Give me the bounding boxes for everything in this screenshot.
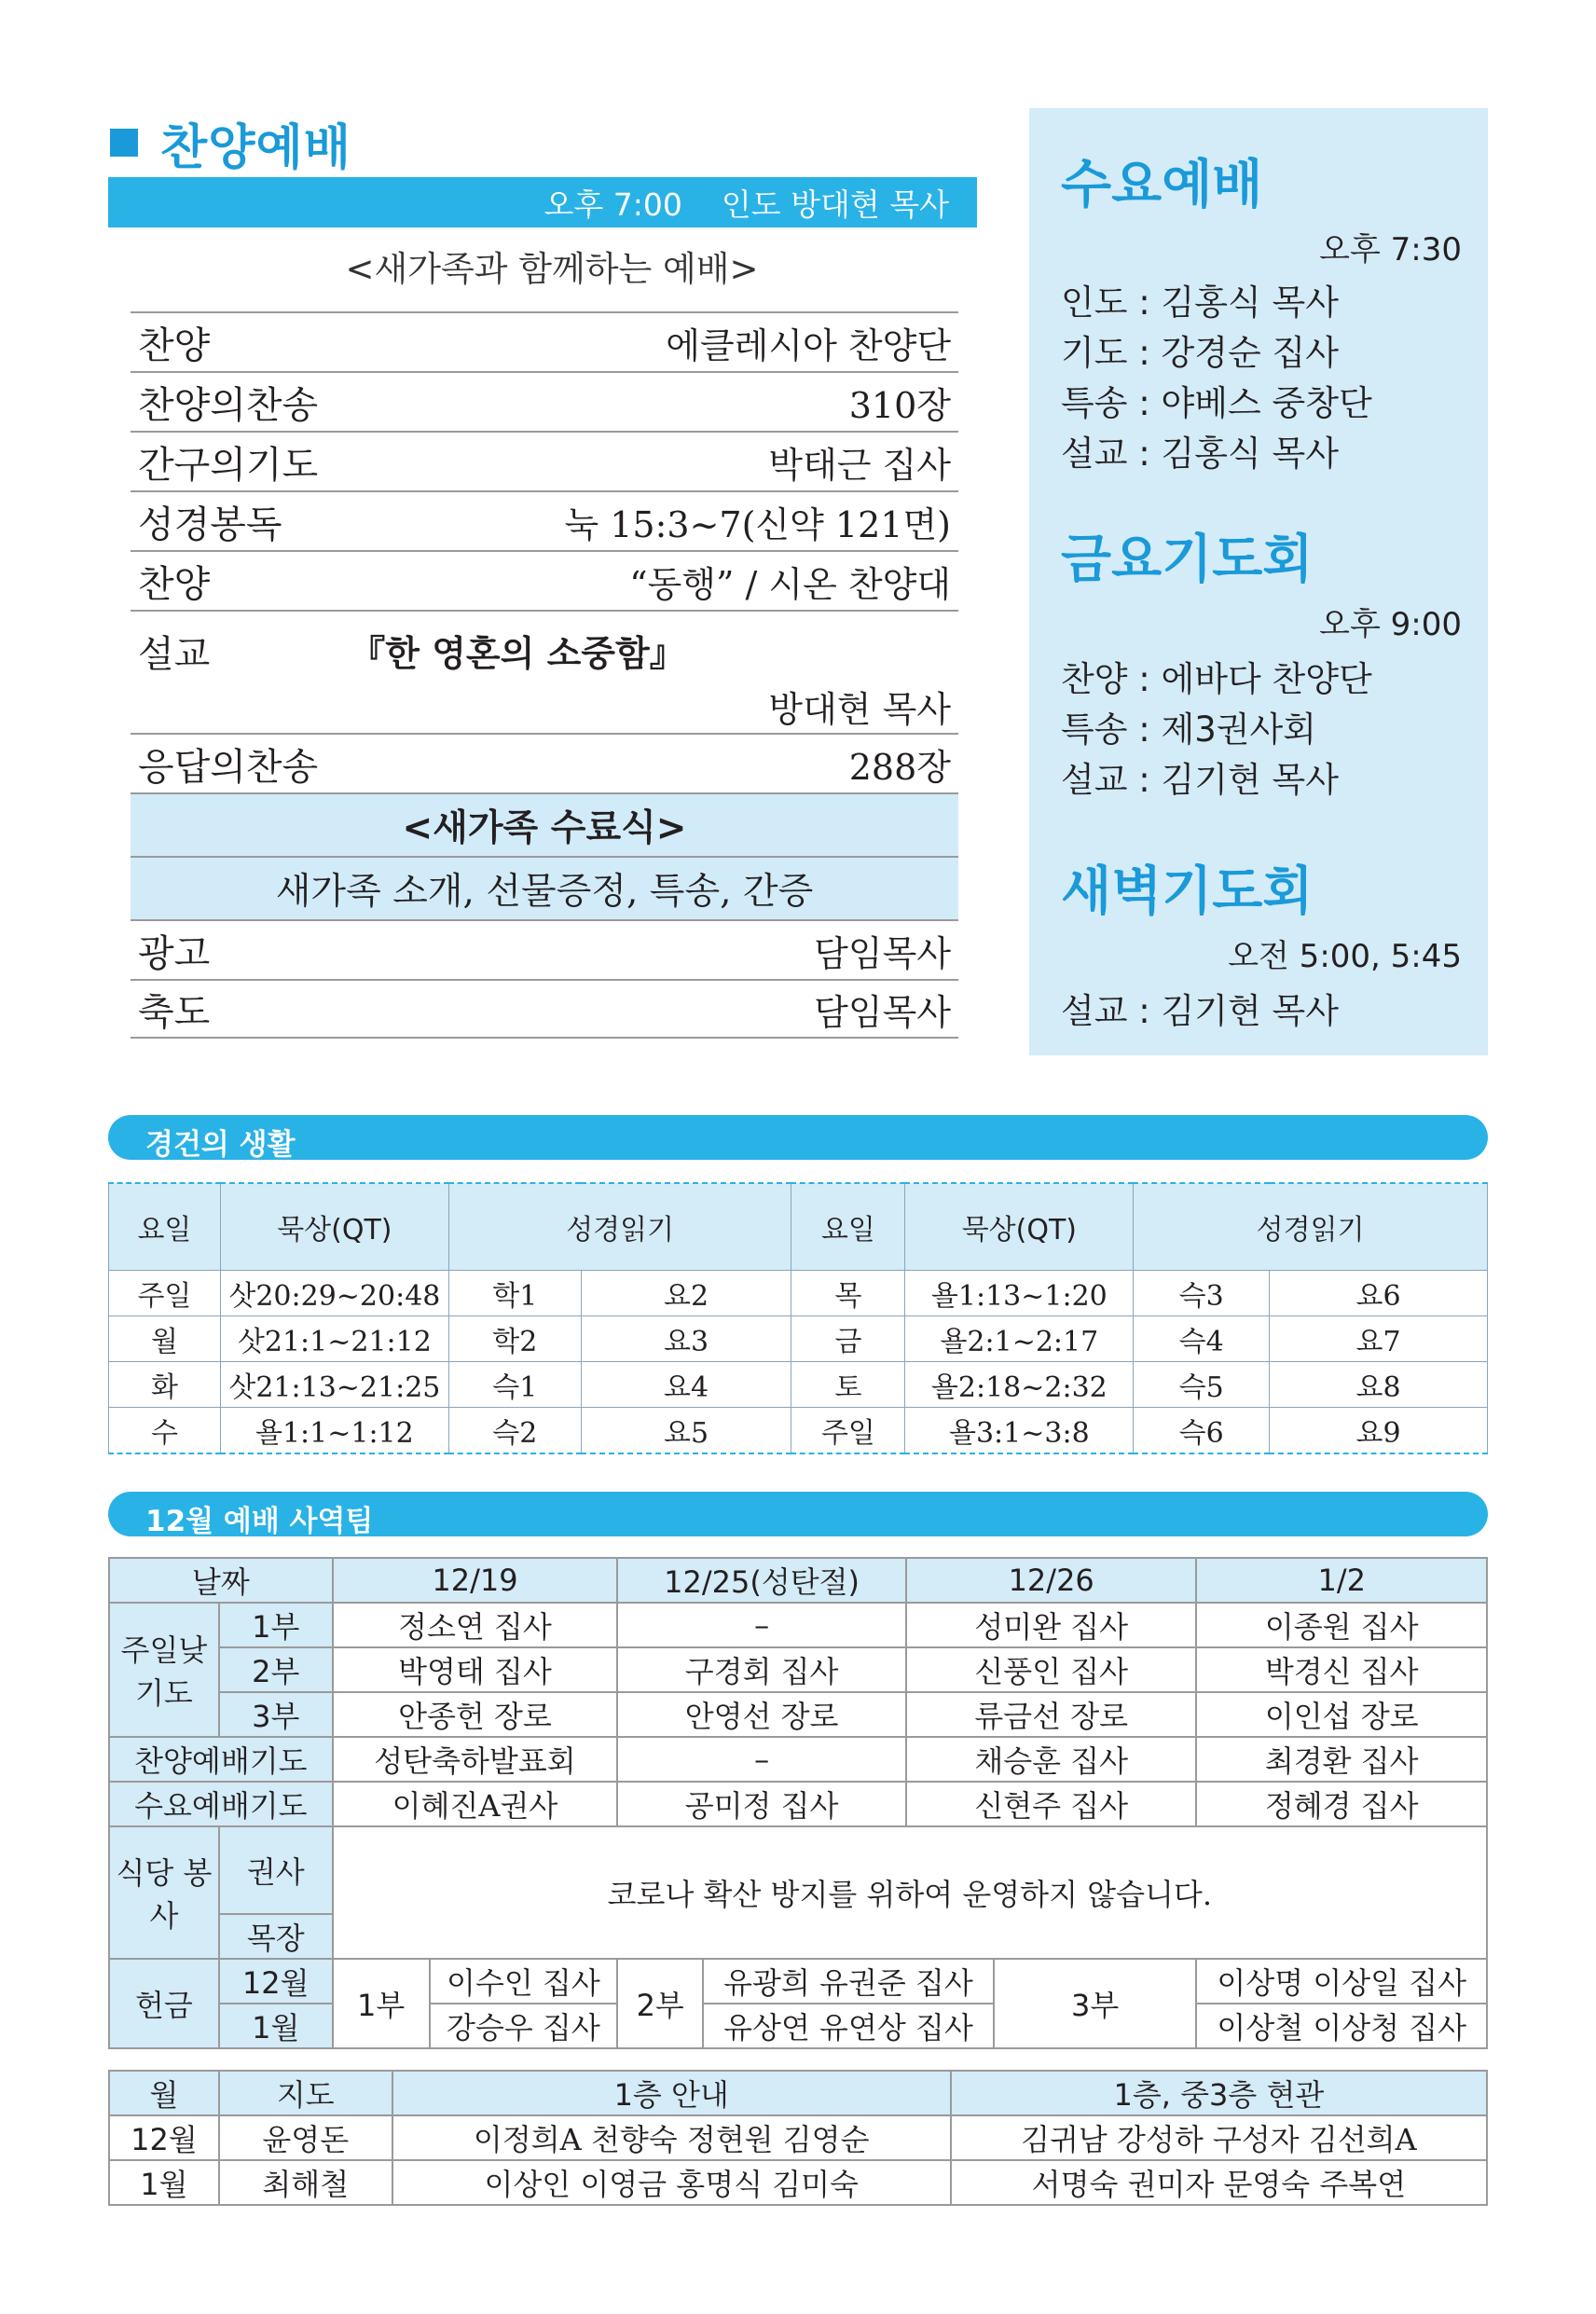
cell: 류금선 장로 xyxy=(906,1692,1197,1737)
ministry-team-table xyxy=(108,1557,1488,2049)
cell: 최해철 xyxy=(219,2160,392,2205)
cell: 이상철 이상청 집사 xyxy=(1196,2004,1487,2048)
cell: 박영태 집사 xyxy=(333,1647,618,1692)
fri-item: 찬양 : 에바다 찬양단 xyxy=(1061,659,1372,699)
service-subtitle: <새가족과 함께하는 예배> xyxy=(345,249,759,289)
cell: 12월 xyxy=(109,2115,219,2160)
cell: 1월 xyxy=(109,2160,219,2205)
cell: 주일 xyxy=(109,1271,221,1316)
date: 12/19 xyxy=(333,1558,618,1603)
weekday-services-panel xyxy=(1029,108,1488,1055)
program-value: 박태근 집사 xyxy=(768,444,951,486)
cell: 욜2:1~2:17 xyxy=(905,1316,1134,1362)
newcomer-band-title: <새가족 수료식> xyxy=(131,792,958,856)
wed-item: 인도 : 김홍식 목사 xyxy=(1061,282,1339,323)
cell: 요8 xyxy=(1270,1362,1488,1408)
table-row xyxy=(109,1959,1487,2004)
cell: 강승우 집사 xyxy=(430,2004,618,2048)
program-row xyxy=(131,550,958,610)
guide-table xyxy=(108,2070,1488,2206)
cell: 신현주 집사 xyxy=(906,1782,1197,1826)
header-qt: 묵상(QT) xyxy=(220,1183,448,1271)
cell: 이인섭 장로 xyxy=(1196,1692,1487,1737)
cell: 요4 xyxy=(581,1362,791,1408)
fri-item: 특송 : 제3권사회 xyxy=(1061,709,1316,750)
cell: 구경회 집사 xyxy=(617,1647,906,1692)
team-header-bar xyxy=(108,1492,1488,1536)
team-title: 12월 예배 사역팀 xyxy=(145,1505,374,1538)
part-label: 3부 xyxy=(219,1692,333,1737)
wed-title: 수요예배 xyxy=(1061,155,1263,215)
cell: 서명숙 권미자 문영숙 주복연 xyxy=(951,2160,1487,2205)
header-leader: 지도 xyxy=(219,2071,392,2115)
cafeteria-note: 코로나 확산 방지를 위하여 운영하지 않습니다. xyxy=(333,1826,1487,1959)
program-row xyxy=(131,979,958,1039)
header-day: 요일 xyxy=(791,1183,905,1271)
cell: 신풍인 집사 xyxy=(906,1647,1197,1692)
sermon-label: 설교 xyxy=(138,633,211,676)
cell: 성미완 집사 xyxy=(906,1603,1197,1647)
square-bullet-icon xyxy=(110,129,138,157)
cafeteria-row-label: 목장 xyxy=(219,1914,333,1959)
sermon-title: 『한 영혼의 소중함』 xyxy=(350,633,685,674)
cell: 욜1:13~1:20 xyxy=(905,1271,1134,1316)
program-value: 288장 xyxy=(848,746,951,788)
table-row xyxy=(109,2115,1487,2160)
cell: 슥1 xyxy=(448,1362,581,1408)
cell: 유상연 유연상 집사 xyxy=(703,2004,994,2048)
header-day: 요일 xyxy=(109,1183,221,1271)
table-row xyxy=(109,1362,1488,1408)
fri-title: 금요기도회 xyxy=(1061,530,1314,590)
wed-item: 기도 : 강경순 집사 xyxy=(1061,333,1339,373)
part-label: 1부 xyxy=(219,1603,333,1647)
header-qt: 묵상(QT) xyxy=(905,1183,1134,1271)
program-label: 축도 xyxy=(138,990,211,1034)
dawn-time: 오전 5:00, 5:45 xyxy=(1228,938,1462,975)
cell: – xyxy=(617,1737,906,1782)
devotion-table xyxy=(108,1182,1488,1454)
cell: 요2 xyxy=(581,1271,791,1316)
cell: 이수인 집사 xyxy=(430,1959,618,2004)
program-label: 찬양의찬송 xyxy=(138,383,319,427)
cell: 정혜경 집사 xyxy=(1196,1782,1487,1826)
wed-time: 오후 7:30 xyxy=(1319,231,1462,269)
cell: 학2 xyxy=(448,1316,581,1362)
cell: 슥6 xyxy=(1134,1408,1270,1454)
offering-month: 12월 xyxy=(219,1959,333,2004)
cell: 이종원 집사 xyxy=(1196,1603,1487,1647)
program-value: 310장 xyxy=(848,384,951,426)
date-row xyxy=(109,1558,1487,1603)
program-label: 광고 xyxy=(138,931,211,975)
praise-prayer-label: 찬양예배기도 xyxy=(109,1737,333,1782)
offering-part: 2부 xyxy=(617,1959,703,2048)
program-label: 찬양 xyxy=(138,324,211,367)
cell: 삿21:13~21:25 xyxy=(220,1362,448,1408)
cell: 토 xyxy=(791,1362,905,1408)
service-time: 오후 7:00 xyxy=(543,186,682,223)
program-value: 담임목사 xyxy=(814,991,951,1033)
wed-item: 특송 : 야베스 중창단 xyxy=(1061,383,1372,423)
cell: 박경신 집사 xyxy=(1196,1647,1487,1692)
header-entrance: 1층, 중3층 현관 xyxy=(951,2071,1487,2115)
header-reading: 성경읽기 xyxy=(448,1183,791,1271)
offering-part: 1부 xyxy=(333,1959,430,2048)
program-value: 담임목사 xyxy=(814,932,951,974)
dawn-title: 새벽기도회 xyxy=(1061,861,1314,922)
cell: 공미정 집사 xyxy=(617,1782,906,1826)
program-row xyxy=(131,431,958,490)
program-value: “동행” / 시온 찬양대 xyxy=(629,563,951,605)
service-info-bar xyxy=(108,177,977,227)
program-label: 간구의기도 xyxy=(138,443,319,487)
cell: 요6 xyxy=(1270,1271,1488,1316)
part-label: 2부 xyxy=(219,1647,333,1692)
table-row xyxy=(109,1603,1487,1647)
cell: 수 xyxy=(109,1408,221,1454)
cell: 욜1:1~1:12 xyxy=(220,1408,448,1454)
cell: 김귀남 강성하 구성자 김선희A xyxy=(951,2115,1487,2160)
devotion-header-row xyxy=(109,1183,1488,1271)
dawn-item: 설교 : 김기현 목사 xyxy=(1061,991,1339,1031)
cell: 슥5 xyxy=(1134,1362,1270,1408)
date: 12/25(성탄절) xyxy=(617,1558,906,1603)
cell: 목 xyxy=(791,1271,905,1316)
devotion-header-bar xyxy=(108,1115,1488,1160)
sunday-prayer-label: 주일낮 기도 xyxy=(109,1603,219,1737)
program-row xyxy=(131,919,958,979)
header-floor1: 1층 안내 xyxy=(392,2071,951,2115)
offering-month: 1월 xyxy=(219,2004,333,2048)
cell: 정소연 집사 xyxy=(333,1603,618,1647)
wed-item: 설교 : 김홍식 목사 xyxy=(1061,434,1339,474)
cell: 요5 xyxy=(581,1408,791,1454)
cafeteria-label: 식당 봉사 xyxy=(109,1826,219,1959)
cafeteria-row-label: 권사 xyxy=(219,1826,333,1914)
guide-header-row xyxy=(109,2071,1487,2115)
cell: 욜2:18~2:32 xyxy=(905,1362,1134,1408)
table-row xyxy=(109,2004,1487,2048)
program-label: 찬양 xyxy=(138,562,211,606)
cell: 안영선 장로 xyxy=(617,1692,906,1737)
devotion-title: 경건의 생활 xyxy=(145,1128,296,1162)
cell: 성탄축하발표회 xyxy=(333,1737,618,1782)
table-row xyxy=(109,1826,1487,1914)
cell: 요7 xyxy=(1270,1316,1488,1362)
program-row xyxy=(131,311,958,371)
table-row xyxy=(109,1316,1488,1362)
program-list xyxy=(131,311,958,1039)
cell: 유광희 유권준 집사 xyxy=(703,1959,994,2004)
table-row xyxy=(109,1782,1487,1826)
cell: 이상인 이영금 홍명식 김미숙 xyxy=(392,2160,951,2205)
table-row xyxy=(109,1647,1487,1692)
cell: 이혜진A권사 xyxy=(333,1782,618,1826)
cell: 학1 xyxy=(448,1271,581,1316)
program-row xyxy=(131,733,958,792)
header-reading: 성경읽기 xyxy=(1134,1183,1488,1271)
sermon-row xyxy=(131,610,958,733)
cell: 삿20:29~20:48 xyxy=(220,1271,448,1316)
table-row xyxy=(109,2160,1487,2205)
cell: 월 xyxy=(109,1316,221,1362)
table-row xyxy=(109,1692,1487,1737)
newcomer-band-text: 새가족 소개, 선물증정, 특송, 간증 xyxy=(131,856,958,919)
table-row xyxy=(109,1271,1488,1316)
fri-time: 오후 9:00 xyxy=(1319,606,1462,643)
table-row xyxy=(109,1408,1488,1454)
date: 1/2 xyxy=(1196,1558,1487,1603)
cell: 채승훈 집사 xyxy=(906,1737,1197,1782)
table-row xyxy=(109,1737,1487,1782)
cell: 이정희A 천향숙 정현원 김영순 xyxy=(392,2115,951,2160)
program-label: 응답의찬송 xyxy=(138,745,319,789)
cell: 슥4 xyxy=(1134,1316,1270,1362)
cell: 요3 xyxy=(581,1316,791,1362)
cell: 최경환 집사 xyxy=(1196,1737,1487,1782)
cell: 금 xyxy=(791,1316,905,1362)
cell: 슥3 xyxy=(1134,1271,1270,1316)
cell: 윤영돈 xyxy=(219,2115,392,2160)
cell: 화 xyxy=(109,1362,221,1408)
cell: 삿21:1~21:12 xyxy=(220,1316,448,1362)
cell: 주일 xyxy=(791,1408,905,1454)
cell: 요9 xyxy=(1270,1408,1488,1454)
date-label: 날짜 xyxy=(109,1558,333,1603)
header-month: 월 xyxy=(109,2071,219,2115)
offering-part: 3부 xyxy=(994,1959,1197,2048)
cell: 욜3:1~3:8 xyxy=(905,1408,1134,1454)
program-value: 눅 15:3~7(신약 121면) xyxy=(564,503,951,545)
section-title xyxy=(110,110,351,175)
program-row xyxy=(131,371,958,431)
program-row xyxy=(131,490,958,550)
fri-item: 설교 : 김기현 목사 xyxy=(1061,760,1339,800)
cell: 슥2 xyxy=(448,1408,581,1454)
cell: – xyxy=(617,1603,906,1647)
service-leader: 인도 방대현 목사 xyxy=(721,186,949,223)
offering-label: 헌금 xyxy=(109,1959,219,2048)
date: 12/26 xyxy=(906,1558,1197,1603)
program-label: 성경봉독 xyxy=(138,503,282,546)
program-value: 에클레시아 찬양단 xyxy=(666,324,951,366)
sermon-preacher: 방대현 목사 xyxy=(768,689,951,730)
wed-prayer-label: 수요예배기도 xyxy=(109,1782,333,1826)
cell: 안종헌 장로 xyxy=(333,1692,618,1737)
cell: 이상명 이상일 집사 xyxy=(1196,1959,1487,2004)
praise-service-title: 찬양예배 xyxy=(160,119,351,176)
